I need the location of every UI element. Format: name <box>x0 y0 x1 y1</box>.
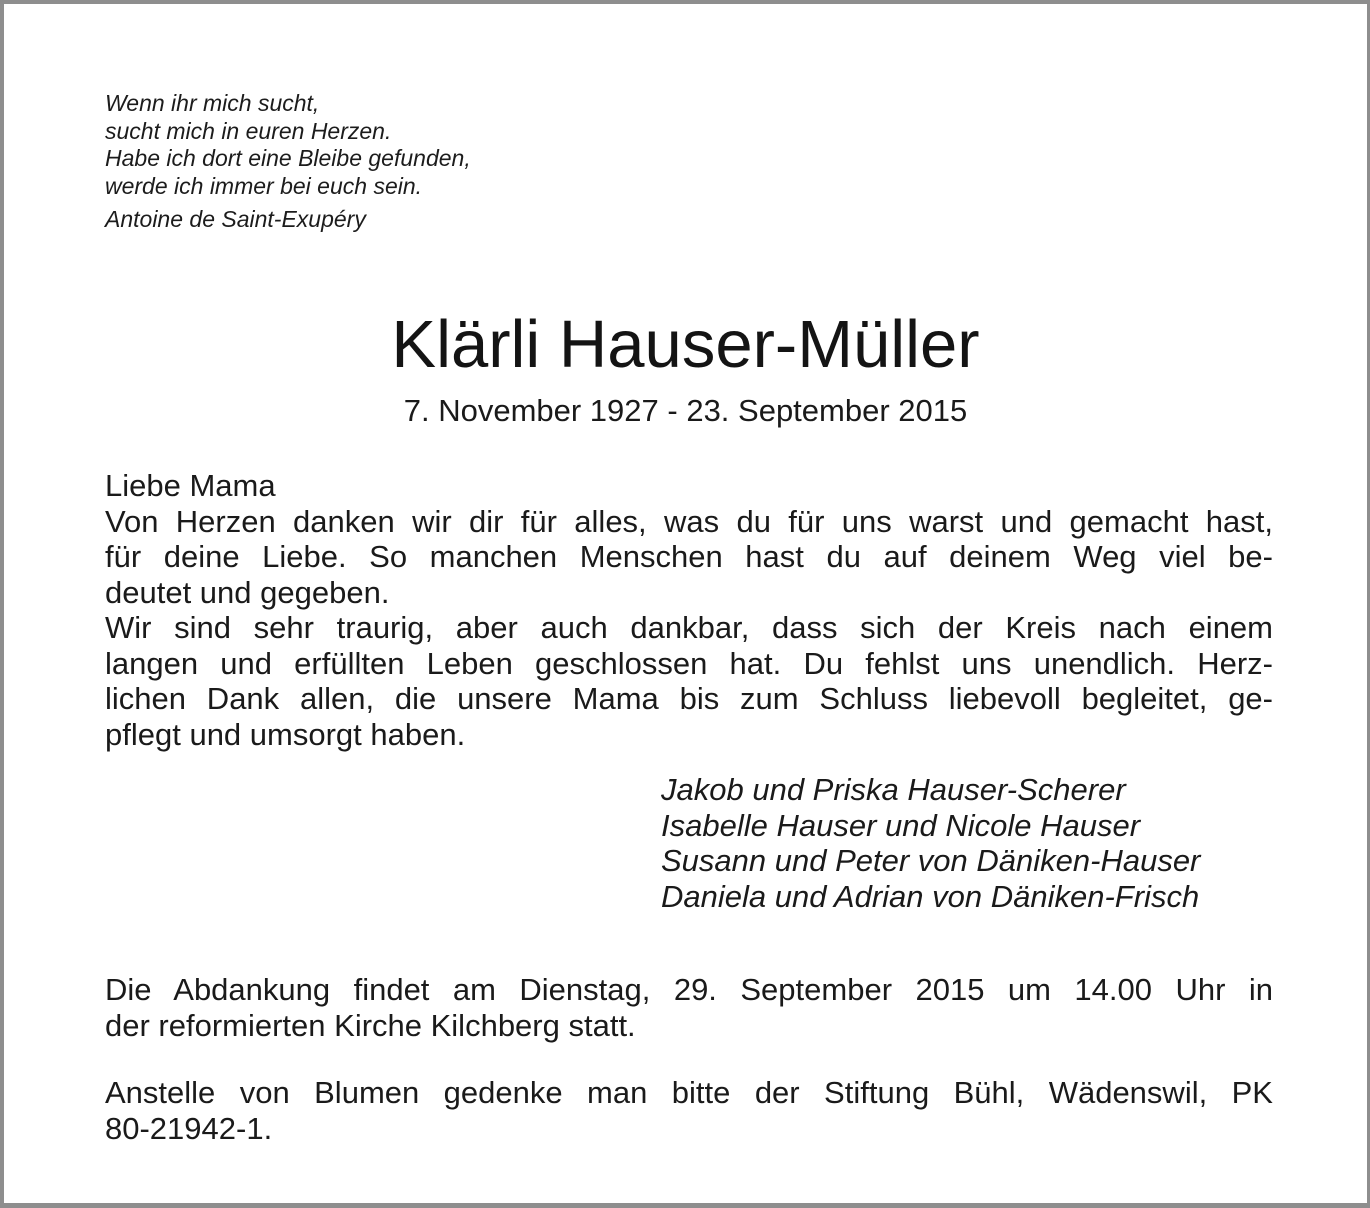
donation-info <box>105 1075 1273 1146</box>
message-text <box>105 468 1273 752</box>
funeral-service-info <box>105 972 1273 1043</box>
message-line: langen und erfüllten Leben geschlossen hat. Du fehlst uns unendlich. Herz- <box>105 645 1273 681</box>
message-line: pflegt und umsorgt haben. <box>105 716 466 752</box>
message-line: Liebe Mama <box>105 468 276 503</box>
epigraph-quote <box>105 90 471 234</box>
service-line: Die Abdankung findet am Dienstag, 29. September 2015 um 14.00 Uhr in <box>105 972 1273 1007</box>
deceased-name: Klärli Hauser-Müller <box>391 307 980 382</box>
life-dates: 7. November 1927 - 23. September 2015 <box>403 393 968 428</box>
message-line: für deine Liebe. So manchen Menschen hast du auf deinem Weg viel be- <box>105 539 1273 574</box>
quote-line: Habe ich dort eine Bleibe gefunden, <box>105 145 471 171</box>
message-line: lichen Dank allen, die unsere Mama bis zum Schluss liebevoll begleitet, ge- <box>105 681 1273 716</box>
quote-line: Wenn ihr mich sucht, <box>105 90 320 116</box>
message-line: Von Herzen danken wir dir für alles, was du für uns warst und gemacht hast, <box>105 503 1273 539</box>
signer-name: Isabelle Hauser und Nicole Hauser <box>661 807 1141 843</box>
signer-name: Jakob und Priska Hauser-Scherer <box>661 772 1126 807</box>
quote-line: werde ich immer bei euch sein. <box>105 172 423 199</box>
service-line: der reformierten Kirche Kilchberg statt. <box>105 1007 636 1043</box>
donation-line: 80-21942-1. <box>105 1110 273 1146</box>
message-line: Wir sind sehr traurig, aber auch dankbar, dass sich der Kreis nach einem <box>105 610 1273 645</box>
quote-line: sucht mich in euren Herzen. <box>105 117 392 144</box>
signer-name: Daniela und Adrian von Däniken-Frisch <box>661 878 1200 914</box>
signer-name: Susann und Peter von Däniken-Hauser <box>661 843 1201 878</box>
quote-author: Antoine de Saint-Exupéry <box>105 206 366 232</box>
signers-list <box>661 772 1200 914</box>
message-line: deutet und gegeben. <box>105 574 390 610</box>
donation-line: Anstelle von Blumen gedenke man bitte der Stiftung Bühl, Wädenswil, PK <box>105 1075 1273 1110</box>
